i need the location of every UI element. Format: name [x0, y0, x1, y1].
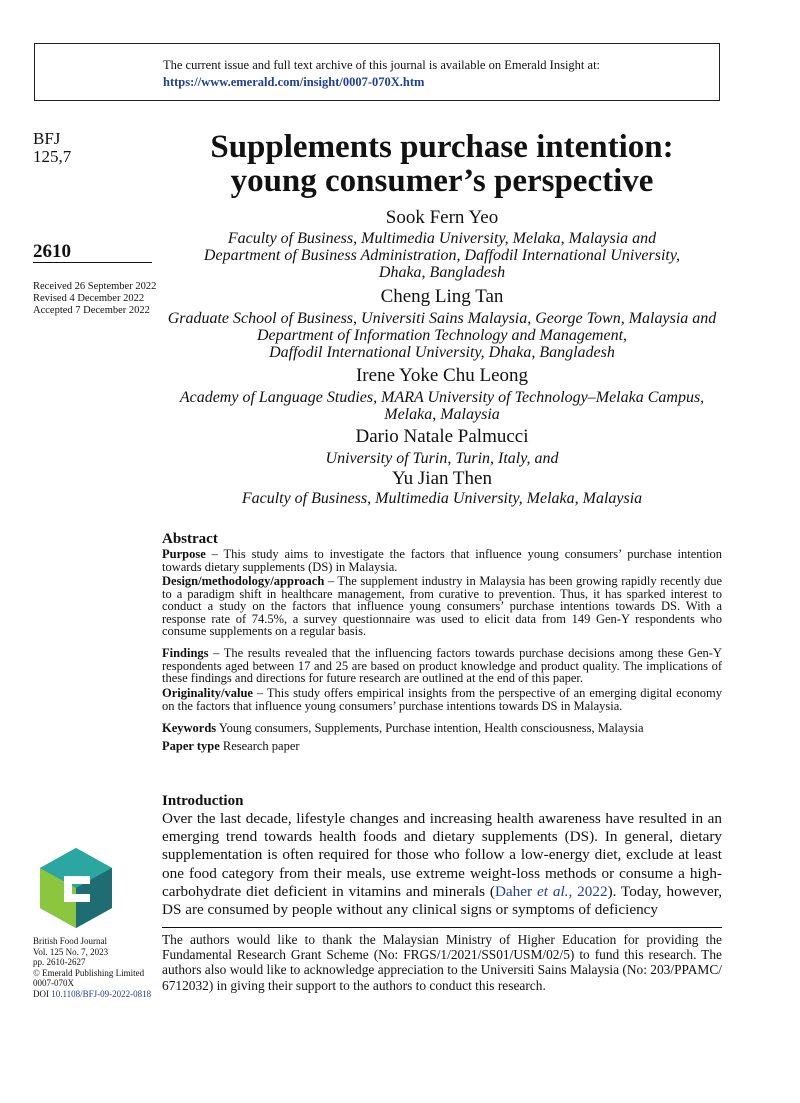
affiliation-line: Daffodil International University, Dhaka, Bangladesh [269, 344, 615, 361]
abstract-originality [162, 687, 722, 712]
abstract-findings [162, 647, 722, 685]
author-affiliation [162, 450, 722, 467]
article-title [162, 130, 722, 198]
journal-archive-box [34, 43, 720, 101]
article-dates [33, 281, 156, 317]
archive-link[interactable]: https://www.emerald.com/insight/0007-070X.htm [163, 75, 425, 89]
author-affiliation [162, 490, 722, 507]
emerald-logo [34, 846, 118, 930]
revised-date: Revised 4 December 2022 [33, 293, 145, 304]
originality-label: Originality/value [162, 686, 253, 700]
findings-text: – The results revealed that the influencing factors towards purchase decisions among these Gen-Y respondents aged between 17 and 25 are based on product knowledge and product quality. The implications of these findings and directions for future research are outlined at the end of this paper. [162, 646, 722, 686]
findings-label: Findings [162, 646, 209, 660]
affiliation-line: Faculty of Business, Multimedia University, Melaka, Malaysia and [227, 230, 657, 247]
volume-line: Vol. 125 No. 7, 2023 [33, 946, 109, 957]
keywords-text: Young consumers, Supplements, Purchase intention, Health consciousness, Malaysia [216, 721, 644, 735]
affiliation-line: Faculty of Business, Multimedia University, Melaka, Malaysia [241, 490, 643, 507]
intro-text: Over the last decade, lifestyle changes and increasing health awareness have resulted in an emerging trend towards health foods and dietary supplements (DS). In general, dietary supplementation is often required for those who follow a low-energy diet, exclude at least one food category from their meals, use extreme weight-loss methods or consume a high-carbohydrate diet deficient in vitamins and minerals ( [162, 810, 722, 900]
author-name: Yu Jian Then [392, 468, 492, 489]
introduction-heading: Introduction [162, 793, 244, 809]
received-date: Received 26 September 2022 [33, 281, 157, 292]
abstract-paper-type [162, 740, 722, 753]
affiliation-line: Graduate School of Business, Universiti Sains Malaysia, George Town, Malaysia and [167, 310, 717, 327]
title-line-2: young consumer’s perspective [230, 163, 654, 199]
journal-abbr-block [33, 130, 71, 166]
paper-type-text: Research paper [219, 739, 300, 753]
abstract-keywords [162, 722, 722, 735]
author-affiliation [162, 389, 722, 423]
affiliation-line: Dhaka, Bangladesh [378, 264, 506, 281]
footnote-divider [162, 927, 722, 928]
archive-notice: The current issue and full text archive of this journal is available on Emerald Insight at: [163, 58, 601, 72]
author-name: Sook Fern Yeo [385, 207, 499, 228]
author-affiliation [162, 230, 722, 281]
copyright-line: © Emerald Publishing Limited [33, 967, 145, 978]
acknowledgement-footnote: The authors would like to thank the Malaysian Ministry of Higher Education for providing the Fundamental Research Grant Scheme (No: FRGS/1/2021/SS01/USM/02/5) to fund this research. The authors also would like to acknowledge appreciation to the Universiti Sains Malaysia (No: 203/PPAMC/ 6712032) in giving their support to the authors to conduct this research. [162, 932, 722, 993]
originality-text: – This study offers empirical insights from the perspective of an emerging digital economy on the factors that influence young consumers’ purchase intentions towards DS in Malaysia. [162, 686, 722, 713]
design-text: – The supplement industry in Malaysia has been growing rapidly recently due to a paradigm shift in healthcare management, from curative to prevention. Thus, it has sparked interest to conduct a study on the factors that influence young consumers’ purchase intentions towards DS. With a response rate of 74.5%, a survey questionnaire was used to elicit data from 149 Gen-Y respondents who consume supplements on a regular basis. [162, 574, 722, 639]
design-label: Design/methodology/approach [162, 574, 325, 588]
author-name: Dario Natale Palmucci [355, 426, 529, 447]
abstract-heading: Abstract [162, 531, 218, 547]
journal-abbr: BFJ [33, 129, 61, 148]
citation-etal: et al. [536, 882, 569, 900]
author-name: Irene Yoke Chu Leong [355, 365, 529, 386]
author-name: Cheng Ling Tan [380, 286, 504, 307]
keywords-label: Keywords [162, 721, 217, 735]
citation-year: , 2022 [568, 882, 608, 900]
issn-line: 0007-070X [33, 978, 74, 988]
journal-name: British Food Journal [33, 936, 108, 946]
paper-type-label: Paper type [162, 739, 220, 753]
doi-line [33, 989, 151, 1000]
accepted-date: Accepted 7 December 2022 [33, 305, 150, 316]
affiliation-line: Department of Business Administration, Daffodil International University, [203, 247, 681, 264]
publication-info [33, 936, 151, 999]
sidebar-divider [33, 262, 152, 263]
citation-link[interactable] [495, 883, 608, 900]
author-affiliation [162, 310, 722, 361]
doi-link[interactable]: 10.1108/BFJ-09-2022-0818 [51, 988, 152, 999]
pages-line: pp. 2610-2627 [33, 957, 86, 967]
affiliation-line: Academy of Language Studies, MARA University of Technology–Melaka Campus, [179, 389, 705, 406]
citation-author: Daher [494, 882, 537, 900]
introduction-paragraph [162, 810, 722, 919]
affiliation-line: Department of Information Technology and Management, [256, 327, 628, 344]
doi-label: DOI [33, 988, 52, 999]
volume-issue: 125,7 [33, 147, 72, 166]
purpose-text: – This study aims to investigate the factors that influence young consumers’ purchase intention towards dietary supplements (DS) in Malaysia. [162, 547, 722, 574]
title-line-1: Supplements purchase intention: [210, 129, 674, 165]
affiliation-line: University of Turin, Turin, Italy, and [325, 450, 559, 467]
abstract-purpose [162, 548, 722, 573]
abstract-design [162, 575, 722, 638]
intro-text-continued: ). Today, however, DS are consumed by people without any clinical signs or symptoms of deficiency [162, 882, 722, 919]
purpose-label: Purpose [162, 547, 206, 561]
affiliation-line: Melaka, Malaysia [384, 406, 500, 423]
page-number: 2610 [33, 241, 71, 262]
